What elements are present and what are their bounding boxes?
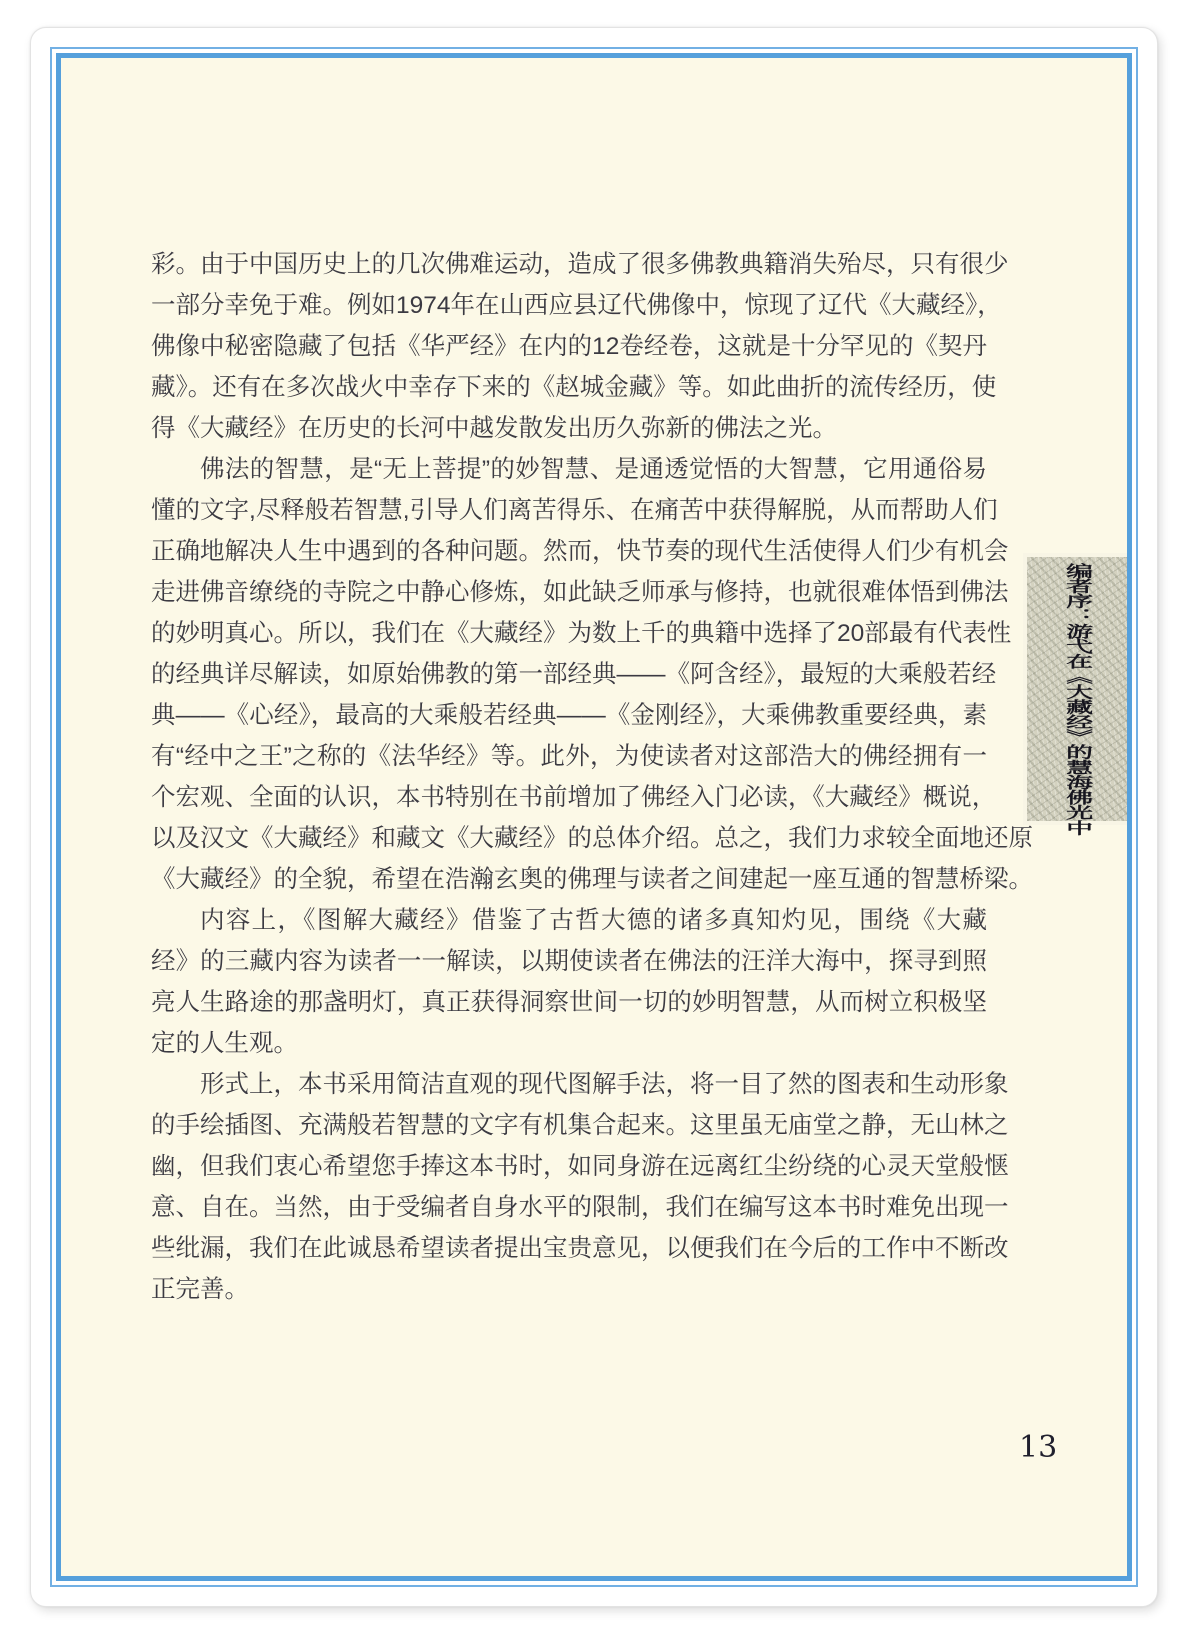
text-line: 得《大藏经》在历史的长河中越发散发出历久弥新的佛法之光。: [151, 415, 837, 442]
text-line: 走进佛音缭绕的寺院之中静心修炼，如此缺乏师承与修持，也就很难体悟到佛法: [151, 579, 1009, 606]
text-line: 以及汉文《大藏经》和藏文《大藏经》的总体介绍。总之，我们力求较全面地还原: [151, 825, 1033, 852]
paper-surface: [61, 58, 1127, 1576]
paragraph: [151, 244, 1009, 449]
outer-blue-frame: [50, 47, 1138, 1587]
text-line: 正确地解决人生中遇到的各种问题。然而，快节奏的现代生活使得人们少有机会: [151, 538, 1009, 565]
text-line: 幽，但我们衷心希望您手捧这本书时，如同身游在远离红尘纷绕的心灵天堂般惬: [151, 1153, 1009, 1180]
text-line: 一部分幸免于难。例如1974年在山西应县辽代佛像中，惊现了辽代《大藏经》，: [151, 292, 1002, 319]
text-line: 个宏观、全面的认识，本书特别在书前增加了佛经入门必读，《大藏经》概说，: [151, 784, 997, 811]
text-line: 彩。由于中国历史上的几次佛难运动，造成了很多佛教典籍消失殆尽，只有很少: [151, 251, 1009, 278]
text-line: 形式上，本书采用简洁直观的现代图解手法，将一目了然的图表和生动形象: [200, 1071, 1009, 1098]
text-line: 藏》。还有在多次战火中幸存下来的《赵城金藏》等。如此曲折的流传经历，使: [151, 374, 997, 401]
text-line: 亮人生路途的那盏明灯，真正获得洞察世间一切的妙明智慧，从而树立积极坚: [151, 989, 987, 1016]
text-line: 定的人生观。: [151, 1030, 298, 1057]
chapter-side-tab: [1023, 553, 1127, 836]
paragraph: [151, 1064, 1009, 1310]
text-line: 意、自在。当然，由于受编者自身水平的限制，我们在编写这本书时难免出现一: [151, 1194, 1009, 1221]
text-line: 内容上，《图解大藏经》借鉴了古哲大德的诸多真知灼见，围绕《大藏: [200, 907, 987, 934]
chapter-side-tab-label: 编者序：游弋在《大藏经》的慧海佛光中: [1062, 563, 1093, 836]
text-line: 《大藏经》的全貌，希望在浩瀚玄奥的佛理与读者之间建起一座互通的智慧桥梁。: [151, 866, 1033, 893]
text-line: 些纰漏，我们在此诚恳希望读者提出宝贵意见，以便我们在今后的工作中不断改: [151, 1235, 1009, 1262]
page-card: [30, 27, 1158, 1607]
text-line: 的手绘插图、充满般若智慧的文字有机集合起来。这里虽无庙堂之静，无山林之: [151, 1112, 1009, 1139]
text-column: [151, 244, 1033, 1310]
text-line: 佛像中秘密隐藏了包括《华严经》在内的12卷经卷，这就是十分罕见的《契丹: [151, 333, 987, 360]
text-line: 懂的文字,尽释般若智慧,引导人们离苦得乐、在痛苦中获得解脱，从而帮助人们: [151, 497, 998, 524]
inner-blue-frame: [56, 53, 1132, 1581]
text-line: 正完善。: [151, 1276, 249, 1303]
text-line: 佛法的智慧，是“无上菩提”的妙智慧、是通透觉悟的大智慧，它用通俗易: [200, 456, 987, 483]
paragraph: [151, 900, 987, 1064]
page-number: 13: [1019, 1430, 1058, 1465]
text-line: 有“经中之王”之称的《法华经》等。此外，为使读者对这部浩大的佛经拥有一: [151, 743, 987, 770]
text-line: 典——《心经》，最高的大乘般若经典——《金刚经》，大乘佛教重要经典，素: [151, 702, 987, 729]
text-line: 经》的三藏内容为读者一一解读，以期使读者在佛法的汪洋大海中，探寻到照: [151, 948, 987, 975]
paragraph: [151, 449, 1033, 900]
text-line: 的经典详尽解读，如原始佛教的第一部经典——《阿含经》，最短的大乘般若经: [151, 661, 997, 688]
text-line: 的妙明真心。所以，我们在《大藏经》为数上千的典籍中选择了20部最有代表性: [151, 620, 1012, 647]
